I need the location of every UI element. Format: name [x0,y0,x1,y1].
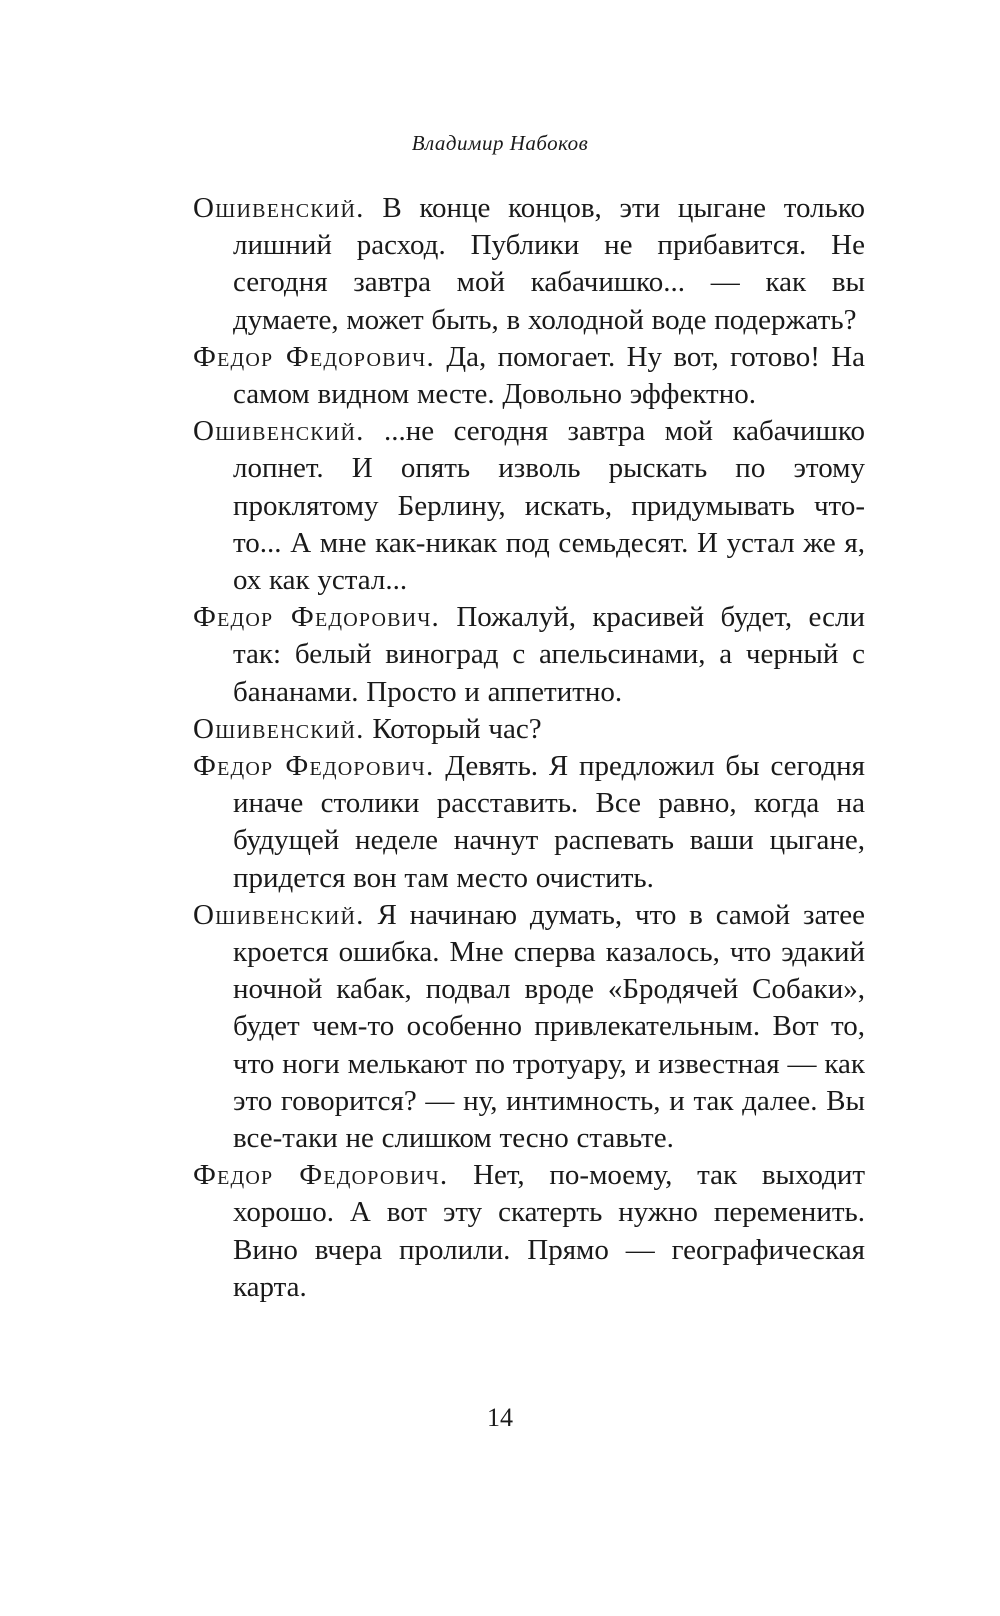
speaker-name: Федор Федорович. [193,1159,449,1192]
dialogue-line: Нет, по-моему, так выходит хорошо. А вот эту скатерть нужно переменить. Вино вчера пролили. Прямо — географическая карта. [233,1159,866,1303]
dialogue-line: В конце концов, эти цыгане только лишний расход. Публики не прибавится. Не сегодня завтра мой кабачишко... — как вы думаете, может быть, в холодной воде подержать? [233,192,865,336]
dialogue-line: Я начинаю думать, что в самой затее кроется ошибка. Мне сперва казалось, что эдакий ночной кабак, подвал вроде «Бродячей Собаки», будет чем-то особенно привлекательным. Вот то, что ноги мелькают по тротуару, и известная — как это говорится? — ну, интимность, и так далее. Вы все-таки не слишком тесно ставьте. [233,898,866,1155]
dialogue-line: Да, помогает. Ну вот, готово! На самом видном месте. Довольно эффектно. [233,340,866,411]
dialogue-line: Который час? [372,712,542,745]
dialogue-entry [193,413,865,599]
dialogue-entry [193,1157,865,1306]
dialogue-line: Пожалуй, красивей будет, если так: белый виноград с апельсинами, а черный с бананами. Просто и аппетитно. [233,601,865,708]
running-head: Владимир Набоков [411,131,589,155]
dialogue-entry [193,190,865,339]
dialogue-line: ...не сегодня завтра мой кабачишко лопнет. И опять изволь рыскать по этому проклятому Берлину, искать, придумывать что-то... А мне как-никак под семьдесят. И устал же я, ох как устал... [233,415,865,597]
speaker-name: Федор Федорович. [193,750,435,783]
dialogue-entry [193,748,865,897]
speaker-name: Ошивенский. [193,898,365,931]
page-number: 14 [487,1403,513,1432]
speaker-name: Ошивенский. [193,712,365,745]
speaker-name: Федор Федорович. [193,601,440,634]
speaker-name: Федор Федорович. [193,340,435,373]
speaker-name: Ошивенский. [193,415,365,448]
dialogue-entry [193,711,865,748]
dialogue-line: Девять. Я предложил бы сегодня иначе столики расставить. Все равно, когда на будущей неделе начнут распевать ваши цыгане, придется вон там место очистить. [233,750,866,894]
play-text [193,190,865,1306]
speaker-name: Ошивенский. [193,192,365,224]
dialogue-entry [193,897,865,1157]
dialogue-entry [193,339,865,413]
dialogue-entry [193,599,865,711]
